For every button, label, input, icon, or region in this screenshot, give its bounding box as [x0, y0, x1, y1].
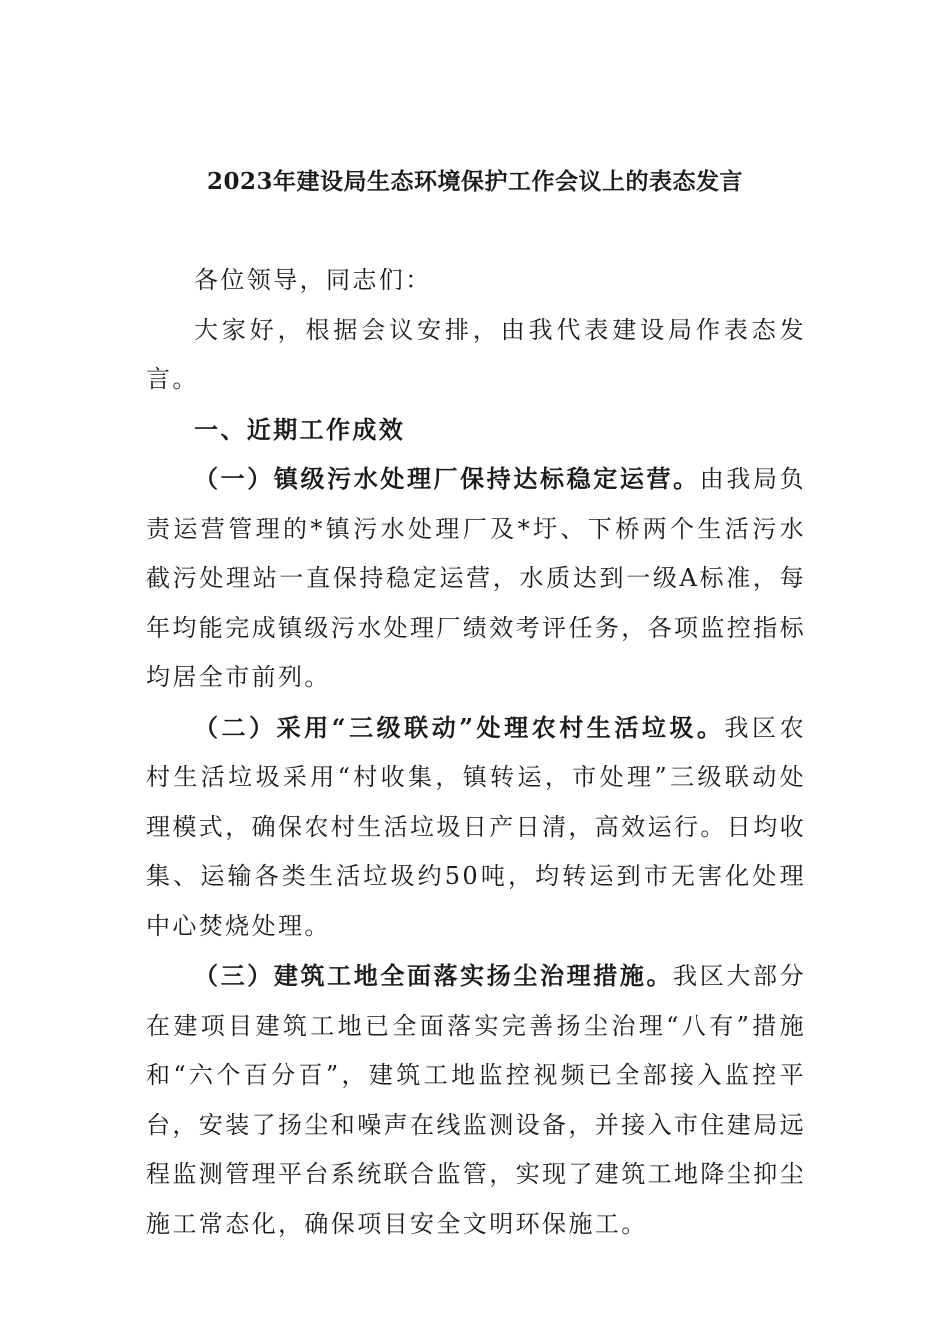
item-1-text: 由我局负责运营管理的*镇污水处理厂及*圩、下桥两个生活污水截污处理站一直保持稳定运营，水质达到一级A标准，每年均能完成镇级污水处理厂绩效考评任务，各项监控指标均居全市前列。 [146, 465, 806, 691]
document-title: 2023年建设局生态环境保护工作会议上的表态发言 [206, 168, 743, 195]
item-3-text: 我区大部分在建项目建筑工地已全面落实完善扬尘治理“八有”措施和“六个百分百”，建筑工地监控视频已全部接入监控平台，安装了扬尘和噪声在线监测设备，并接入市住建局远程监测管理平台系统联合监管，实现了建筑工地降尘抑尘施工常态化，确保项目安全文明环保施工。 [146, 962, 806, 1238]
intro-paragraph: 大家好，根据会议安排，由我代表建设局作表态发言。 [146, 315, 806, 393]
paragraph-item-2 [146, 703, 806, 952]
item-2-text: 我区农村生活垃圾采用“村收集，镇转运，市处理”三级联动处理模式，确保农村生活垃圾日产日清，高效运行。日均收集、运输各类生活垃圾约50吨，均转运到市无害化处理中心焚烧处理。 [146, 713, 807, 940]
document-body [146, 256, 806, 1249]
salutation: 各位领导，同志们： [194, 266, 432, 294]
section-heading: 一、近期工作成效 [194, 414, 406, 444]
paragraph-item-1 [146, 454, 806, 703]
item-3-lead: （三）建筑工地全面落实扬尘治理措施。 [194, 961, 674, 990]
item-1-lead: （一）镇级污水处理厂保持达标稳定运营。 [194, 464, 700, 493]
paragraph-item-3 [146, 951, 806, 1249]
item-2-lead: （二）采用“三级联动”处理农村生活垃圾。 [194, 712, 725, 742]
